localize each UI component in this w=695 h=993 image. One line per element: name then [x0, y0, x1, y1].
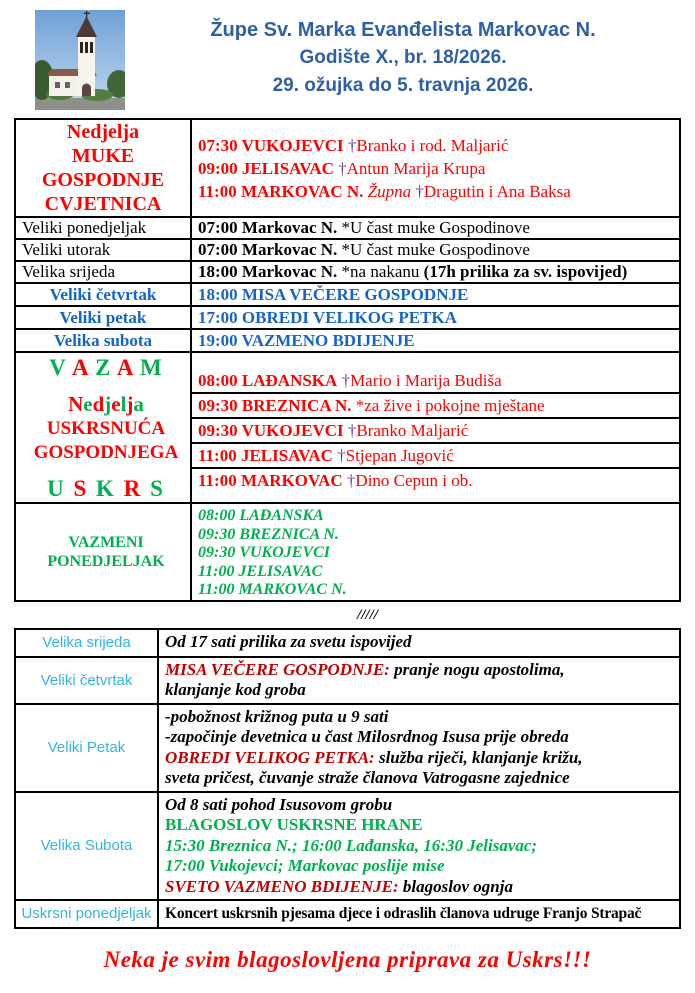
day-cell: Veliki Petak	[15, 704, 158, 792]
details-cell: Koncert uskrsnih pjesama djece i odraslih članova udruge Franjo Strapač	[158, 900, 680, 928]
details-cell: Od 8 sati pohod Isusovom grobu BLAGOSLOV USKRSNE HRANE 15:30 Breznica N.; 16:00 Lađanska, 16:30 Jelisavac; 17:00 Vukojevci; Markovac poslije mise SVETO VAZMENO BDIJENJE: blagoslov ognja	[158, 792, 680, 901]
table-row	[15, 329, 680, 352]
day-label: MUKE	[71, 145, 135, 167]
table-row	[15, 657, 680, 704]
mass-entry: 11:00 MARKOVAC N.	[198, 581, 347, 598]
table-row	[15, 239, 680, 261]
mass-entry: 08:00 LAĐANSKA	[198, 507, 324, 524]
table-row	[15, 900, 680, 928]
mass-schedule-table	[14, 118, 681, 602]
details-cell: MISA VEČERE GOSPODNJE: pranje nogu apostolima, klanjanje kod groba	[158, 657, 680, 704]
header-titles	[125, 16, 681, 100]
table-row	[15, 629, 680, 657]
nedjelja-title: Nedjelja	[68, 392, 144, 416]
schedule-cell: 07:00 Markovac N. *U čast muke Gospodinove	[191, 239, 680, 261]
day-cell: Uskrsni ponedjeljak	[15, 900, 158, 928]
table-row	[15, 792, 680, 901]
easter-schedule-cell	[191, 352, 680, 503]
mass-entry: 09:30 BREZNICA N. *za žive i pokojne mještane	[192, 394, 679, 419]
easter-monday-day-cell	[15, 503, 191, 601]
day-label: PONEDJELJAK	[47, 552, 165, 570]
holy-week-details-table	[14, 628, 681, 929]
mass-entry: 09:30 VUKOJEVCI †Branko Maljarić	[192, 419, 679, 444]
mass-entry: 11:00 JELISAVAC †Stjepan Jugović	[192, 444, 679, 469]
mass-entry: 09:30 VUKOJEVCI	[198, 544, 331, 561]
table-row	[15, 283, 680, 306]
day-label: GOSPODNJE	[41, 169, 165, 191]
details-cell: Od 17 sati prilika za svetu ispovijed	[158, 629, 680, 657]
day-cell: Velika srijeda	[15, 629, 158, 657]
schedule-cell: 17:00 OBREDI VELIKOG PETKA	[191, 306, 680, 329]
day-cell: Veliki petak	[15, 306, 191, 329]
mass-entry: 08:00 LAĐANSKA †Mario i Marija Budiša	[192, 369, 679, 394]
day-cell: Velika Subota	[15, 792, 158, 901]
easter-monday-schedule-cell	[191, 503, 680, 601]
table-row	[15, 306, 680, 329]
day-label: USKRSNUĆA	[46, 418, 166, 439]
day-cell: Veliki četvrtak	[15, 283, 191, 306]
palm-sunday-row	[15, 119, 680, 217]
day-label: CVJETNICA	[44, 193, 162, 215]
church-photo	[35, 10, 125, 110]
day-cell: Veliki ponedjeljak	[15, 217, 191, 239]
mass-entry: 07:30 VUKOJEVCI †Branko i rod. Maljarić	[198, 135, 509, 155]
uskrs-title: U S K R S	[47, 476, 165, 501]
mass-entry: 11:00 JELISAVAC	[198, 562, 323, 580]
parish-title: Župe Sv. Marka Evanđelista Markovac N.	[210, 19, 596, 41]
schedule-cell: 07:00 Markovac N. *U čast muke Gospodinove	[191, 217, 680, 239]
day-cell: Veliki četvrtak	[15, 657, 158, 704]
day-cell: Velika srijeda	[15, 261, 191, 283]
palm-sunday-schedule-cell	[191, 119, 680, 217]
day-label: VAZMENI	[68, 533, 144, 551]
palm-sunday-day-cell	[15, 119, 191, 217]
table-row	[15, 217, 680, 239]
schedule-cell: 18:00 Markovac N. *na nakanu (17h prilika za sv. ispovijed)	[191, 261, 680, 283]
day-label: Nedjelja	[66, 121, 140, 143]
schedule-cell: 19:00 VAZMENO BDIJENJE	[191, 329, 680, 352]
schedule-cell: 18:00 MISA VEČERE GOSPODNJE	[191, 283, 680, 306]
mass-entry: 11:00 MARKOVAC N. Župna †Dragutin i Ana Baksa	[198, 181, 571, 201]
issue-number: Godište X., br. 18/2026.	[299, 47, 507, 68]
header	[0, 0, 695, 118]
closing-message: Neka je svim blagoslovljena priprava za Uskrs!!!	[103, 946, 592, 972]
table-row	[15, 261, 680, 283]
easter-day-cell	[15, 352, 191, 503]
vazam-title: V A Z A M	[49, 355, 163, 380]
day-cell: Veliki utorak	[15, 239, 191, 261]
day-cell: Velika subota	[15, 329, 191, 352]
mass-entry: 09:00 JELISAVAC †Antun Marija Krupa	[198, 158, 486, 178]
easter-monday-row	[15, 503, 680, 601]
separator: /////	[357, 606, 378, 623]
date-range: 29. ožujka do 5. travnja 2026.	[272, 75, 534, 96]
mass-entry: 11:00 MARKOVAC †Dino Cepun i ob.	[198, 470, 473, 490]
details-cell: -pobožnost križnog puta u 9 sati -započinje devetnica u čast Milosrdnog Isusa prije obreda OBREDI VELIKOG PETKA: služba riječi, klanjanje križu, sveta pričest, čuvanje straže članova Vatrogasne zajednice	[158, 704, 680, 792]
mass-entry: 09:30 BREZNICA N.	[198, 525, 339, 543]
easter-sunday-row	[15, 352, 680, 503]
day-label: GOSPODNJEGA	[33, 442, 179, 463]
table-row	[15, 704, 680, 792]
